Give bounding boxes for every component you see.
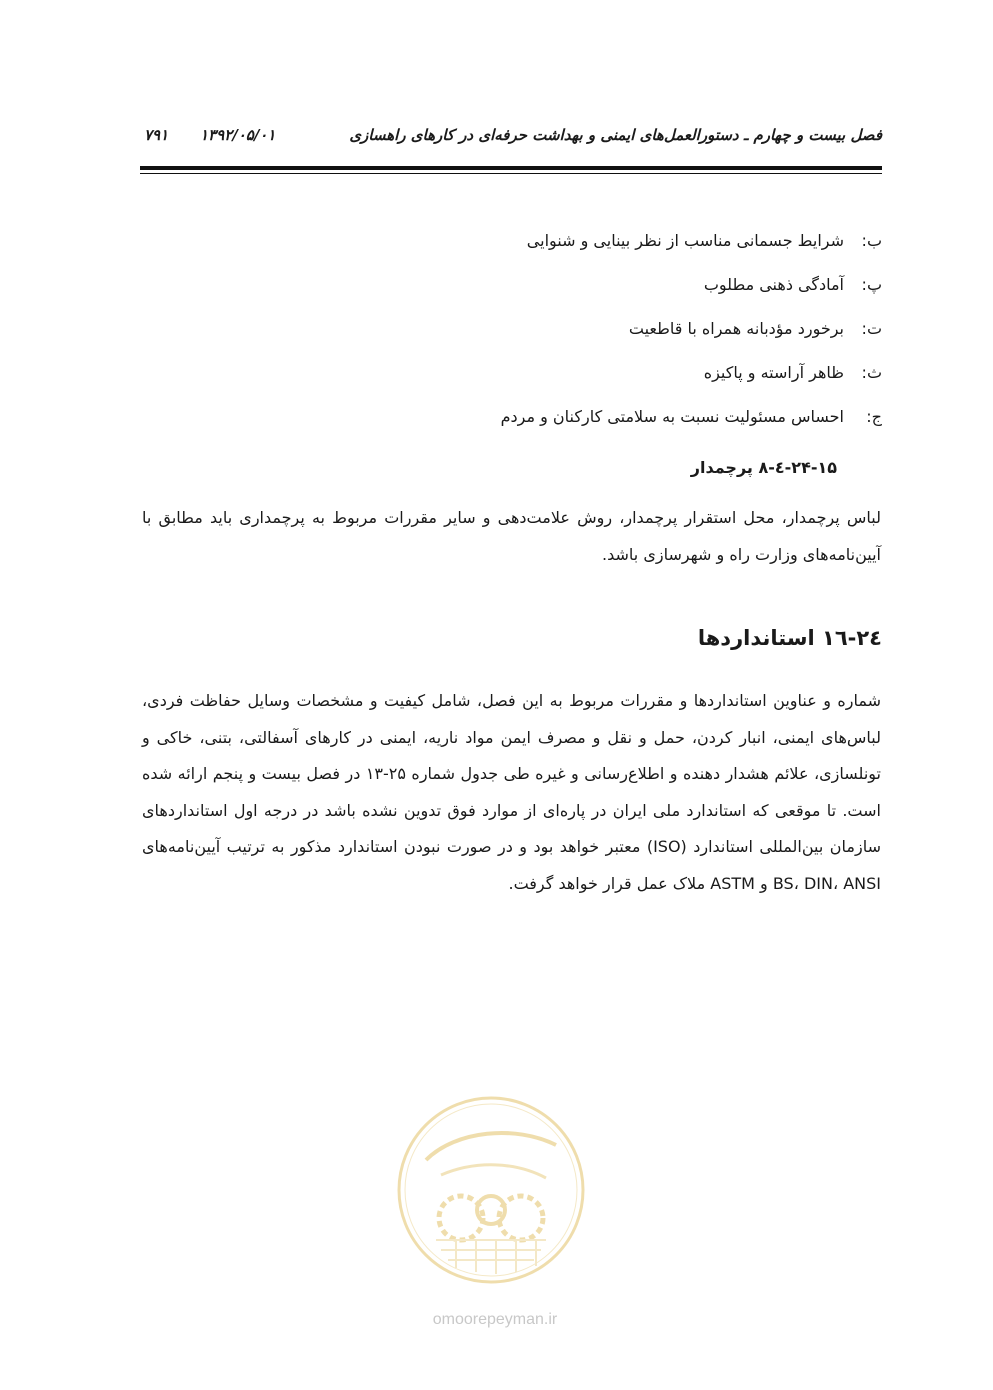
subsection-paragraph: لباس پرچمدار، محل استقرار پرچمدار، روش علامت‌دهی و سایر مقررات مربوط به پرچمداری باید مطابق با آیین‌نامه‌های وزارت راه و شهرسازی باشد. — [142, 508, 881, 564]
list-item — [282, 306, 882, 350]
header-date: ۱۳۹۲/۰۵/۰۱ — [200, 126, 276, 144]
list-text: ظاهر آراسته و پاکیزه — [703, 362, 844, 382]
list-item — [282, 262, 882, 306]
page-number: ۷۹۱ — [144, 126, 169, 144]
header-divider-thick — [140, 166, 882, 170]
omoorepeyman-logo-icon — [386, 1090, 596, 1290]
list-marker: ب: — [861, 230, 882, 250]
header-divider-thin — [140, 173, 882, 174]
list-text: احساس مسئولیت نسبت به سلامتی کارکنان و مردم — [500, 406, 844, 426]
section-heading: ۲٤-۱٦ استانداردها — [697, 626, 882, 650]
list-item — [282, 218, 882, 262]
chapter-title: فصل بیست و چهارم ـ دستورالعمل‌های ایمنی و بهداشت حرفه‌ای در کارهای راهسازی — [349, 126, 882, 144]
page-header — [140, 122, 882, 152]
list-text: آمادگی ذهنی مطلوب — [703, 274, 844, 294]
requirements-list — [282, 218, 882, 438]
watermark-url: omoorepeyman.ir — [432, 1311, 558, 1328]
list-marker: پ: — [861, 274, 882, 294]
list-text: برخورد مؤدبانه همراه با قاطعیت — [628, 318, 844, 338]
list-marker: ج: — [866, 406, 882, 426]
list-marker: ث: — [861, 362, 882, 382]
subsection-heading: ۲۴-۱۵-٤-۸ پرچمدار — [690, 458, 837, 477]
list-item — [282, 394, 882, 438]
list-item — [282, 350, 882, 394]
list-marker: ت: — [861, 318, 882, 338]
section-paragraph: شماره و عناوین استانداردها و مقررات مربوط به این فصل، شامل کیفیت و مشخصات وسایل حفاظت فردی، لباس‌های ایمنی، انبار کردن، حمل و نقل و مصرف ایمن مواد ناریه، ایمنی در کارهای آسفالتی، بتنی، خاکی و تونلسازی، علائم هشدار دهنده و اطلاع‌رسانی و غیره طی جدول شماره ۲۵-۱۳ در فصل بیست و پنجم ارائه شده است. تا موقعی که استاندارد ملی ایران در پاره‌ای از موارد فوق تدوین نشده باشد در درجه اول استانداردهای سازمان بین‌المللی استاندارد (ISO) معتبر خواهد بود و در صورت نبودن استاندارد مذکور به ترتیب آیین‌نامه‌های BS، DIN، ANSI و ASTM ملاک عمل قرار خواهد گرفت. — [142, 691, 881, 893]
list-text: شرایط جسمانی مناسب از نظر بینایی و شنوایی — [526, 230, 844, 250]
